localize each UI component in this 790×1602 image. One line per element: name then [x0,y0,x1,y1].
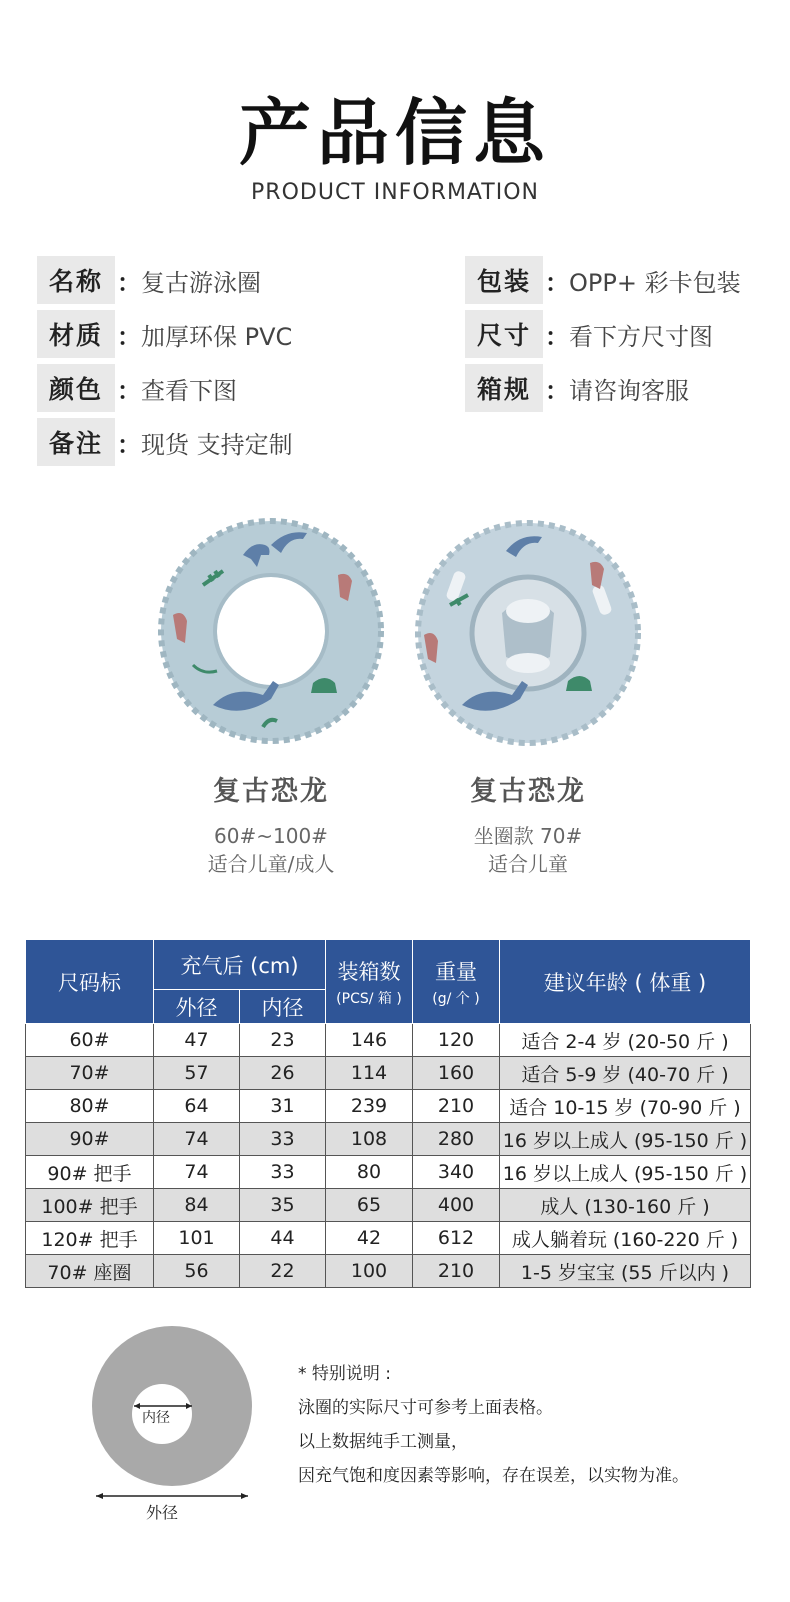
page-subtitle: PRODUCT INFORMATION [251,180,539,205]
table-cell: 57 [154,1057,240,1090]
table-cell: 60# [26,1024,154,1057]
table-row [26,1090,751,1123]
table-cell: 80 [326,1156,413,1189]
info-value: 请咨询客服 [569,376,689,405]
table-row [26,1057,751,1090]
info-colon: ： [117,268,141,297]
note-line: 因充气饱和度因素等影响，存在误差，以实物为准。 [298,1466,689,1486]
header-outer: 外径 [154,990,240,1024]
info-colon: ： [545,268,569,297]
table-cell: 22 [240,1255,326,1288]
swim-ring-image [153,515,389,755]
table-cell: 612 [413,1222,500,1255]
table-cell: 16 岁以上成人 (95-150 斤 ) [500,1156,751,1189]
header-weight-label: 重量 [435,959,477,984]
table-cell: 33 [240,1156,326,1189]
table-cell: 44 [240,1222,326,1255]
table-cell: 23 [240,1024,326,1057]
info-label: 材质 [37,310,115,358]
note-line: 以上数据纯手工测量， [298,1432,468,1452]
info-colon: ： [545,322,569,351]
table-cell: 65 [326,1189,413,1222]
outer-diameter-label: 外径 [146,1503,179,1522]
table-cell: 84 [154,1189,240,1222]
table-cell: 90# 把手 [26,1156,154,1189]
table-cell: 70# [26,1057,154,1090]
info-colon: ： [117,322,141,351]
table-cell: 70# 座圈 [26,1255,154,1288]
table-cell: 101 [154,1222,240,1255]
info-row-remark [37,418,293,466]
table-cell: 31 [240,1090,326,1123]
table-row [26,1255,751,1288]
header-box [326,940,413,1024]
info-row-name [37,256,261,304]
table-cell: 74 [154,1156,240,1189]
table-cell: 120 [413,1024,500,1057]
info-label: 备注 [37,418,115,466]
product-suitable: 适合儿童 [488,852,568,876]
table-cell: 100 [326,1255,413,1288]
info-row-size [465,310,713,358]
table-cell: 26 [240,1057,326,1090]
header-weight [413,940,500,1024]
info-row-material [37,310,292,358]
header-inner: 内径 [240,990,326,1024]
table-cell: 64 [154,1090,240,1123]
info-label: 名称 [37,256,115,304]
info-value: 看下方尺寸图 [569,322,713,351]
table-cell: 340 [413,1156,500,1189]
info-row-carton [465,364,689,412]
info-label: 颜色 [37,364,115,412]
table-cell: 108 [326,1123,413,1156]
table-cell: 146 [326,1024,413,1057]
info-label: 包装 [465,256,543,304]
table-cell: 适合 2-4 岁 (20-50 斤 ) [500,1024,751,1057]
table-row [26,1024,751,1057]
header-box-label: 装箱数 [337,959,401,984]
table-cell: 239 [326,1090,413,1123]
table-cell: 33 [240,1123,326,1156]
info-label: 箱规 [465,364,543,412]
table-cell: 160 [413,1057,500,1090]
info-colon: ： [117,430,141,459]
product-size-range: 坐圈款 70# [473,824,583,848]
info-row-color [37,364,237,412]
product-card-ring[interactable] [153,515,389,878]
table-cell: 成人 (130-160 斤 ) [500,1189,751,1222]
header-inflated: 充气后 (cm) [154,940,326,990]
info-value: 现货 支持定制 [141,430,293,459]
table-cell: 90# [26,1123,154,1156]
table-cell: 42 [326,1222,413,1255]
table-cell: 210 [413,1255,500,1288]
info-value: OPP+ 彩卡包装 [569,268,741,297]
table-row [26,1156,751,1189]
table-cell: 适合 10-15 岁 (70-90 斤 ) [500,1090,751,1123]
table-row [26,1222,751,1255]
table-cell: 适合 5-9 岁 (40-70 斤 ) [500,1057,751,1090]
info-colon: ： [545,376,569,405]
header-box-unit: (PCS/ 箱 ) [336,990,402,1007]
table-body [26,1024,751,1288]
table-cell: 280 [413,1123,500,1156]
header-weight-unit: (g/ 个 ) [432,990,480,1007]
product-suitable: 适合儿童/成人 [207,852,335,876]
table-row [26,1189,751,1222]
table-cell: 35 [240,1189,326,1222]
table-cell: 114 [326,1057,413,1090]
info-value: 加厚环保 PVC [141,322,293,351]
product-size-range: 60#~100# [214,824,328,848]
size-table [25,939,751,1288]
table-cell: 100# 把手 [26,1189,154,1222]
inner-diameter-label: 内径 [142,1410,170,1426]
size-diagram [90,1326,260,1530]
info-value: 查看下图 [141,376,237,405]
table-cell: 120# 把手 [26,1222,154,1255]
table-cell: 16 岁以上成人 (95-150 斤 ) [500,1123,751,1156]
info-row-package [465,256,741,304]
table-cell: 74 [154,1123,240,1156]
table-row [26,1123,751,1156]
product-name: 复古恐龙 [213,776,329,807]
header-size: 尺码标 [26,940,154,1024]
note-line: 泳圈的实际尺寸可参考上面表格。 [298,1398,553,1418]
table-cell: 47 [154,1024,240,1057]
table-cell: 成人躺着玩 (160-220 斤 ) [500,1222,751,1255]
title-block [0,88,790,205]
table-cell: 1-5 岁宝宝 (55 斤以内 ) [500,1255,751,1288]
info-label: 尺寸 [465,310,543,358]
product-name: 复古恐龙 [470,776,586,807]
seat-ring-image [410,515,646,755]
info-colon: ： [117,376,141,405]
table-cell: 210 [413,1090,500,1123]
page-title: 产品信息 [238,91,551,175]
product-card-seat-ring[interactable] [410,515,646,878]
table-cell: 80# [26,1090,154,1123]
note-title: * 特别说明 : [298,1364,392,1384]
special-notes [298,1357,689,1493]
info-value: 复古游泳圈 [141,268,261,297]
header-age: 建议年龄 ( 体重 ) [500,940,751,1024]
table-cell: 56 [154,1255,240,1288]
table-cell: 400 [413,1189,500,1222]
